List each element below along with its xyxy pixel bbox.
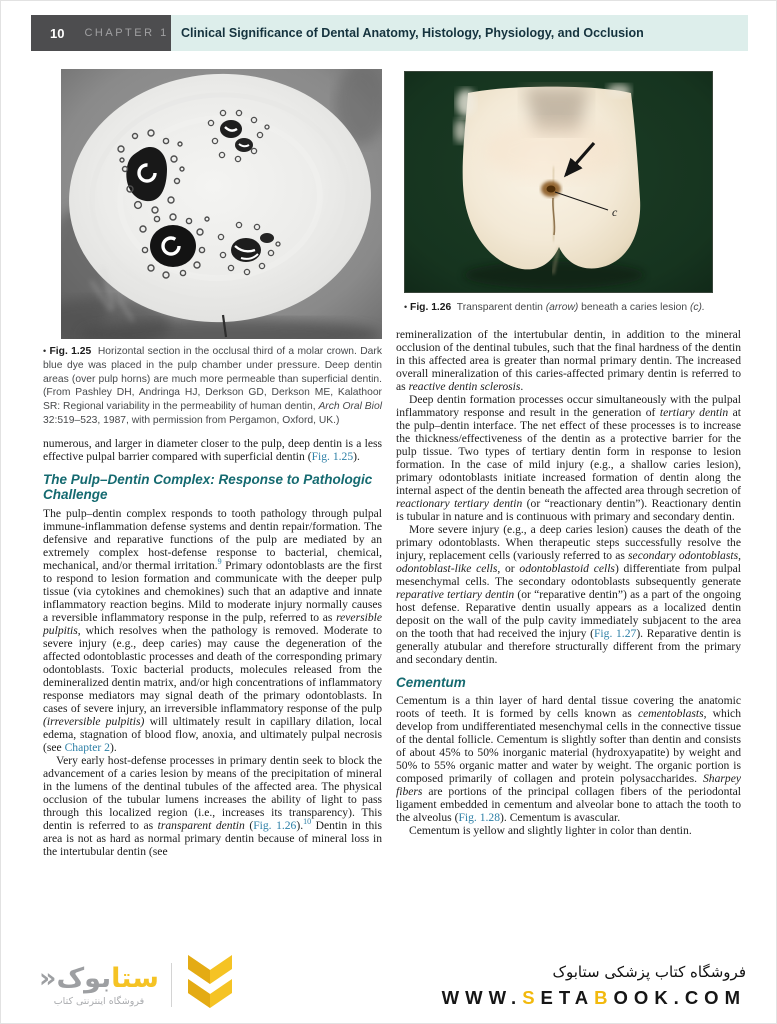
wordmark-guillemet: « <box>39 962 57 994</box>
chapter-header-dark-segment <box>31 15 171 51</box>
paragraph: remineralization of the intertubular dentin, in addition to the mineral occlusion of the dentinal tubules, such that the final hardness of the dentin in this affected area is greater than normal primary dentin. The increased overall mineralization of this caries-affected primary dentin is referred to as reactive dentin sclerosis. <box>396 327 741 393</box>
page-number: 10 <box>50 25 65 41</box>
fig-1-26-caption <box>404 301 741 315</box>
logo-subtitle: فروشگاه اینترنتی کتاب <box>53 995 145 1007</box>
fig-1-26-caption-text: Transparent dentin (arrow) beneath a caries lesion (c). <box>456 302 705 313</box>
section-heading-cementum: Cementum <box>396 674 466 690</box>
caption-bullet: • <box>43 346 47 356</box>
fig-1-26-image <box>404 71 713 293</box>
chevron-emblem-icon <box>184 953 236 1018</box>
chapter-header-bar <box>31 15 748 51</box>
wordmark-yellow-part: ستا <box>111 962 159 994</box>
logo-divider <box>171 963 172 1007</box>
caption-bullet: • <box>404 302 408 312</box>
fig-1-25-caption <box>43 345 382 428</box>
watermark-footer <box>31 951 748 1019</box>
caries-label-c: c <box>612 205 618 219</box>
cross-reference-link[interactable]: Fig. 1.28 <box>458 811 501 825</box>
store-watermark-text <box>442 961 746 1009</box>
fig-1-25-caption-text: Horizontal section in the occlusal third of a molar crown. Dark blue dye was placed in the pulp chamber under pressure. Deep dentin areas (over pulp horns) are much more permeable than superficial dentin. (From Pashley DH, Andringa HJ, Derkson GD, Derkson ME, Kalathoor SR: Regional variability in the permeability of human dentin, Arch Oral Biol 32:519–523, 1987, with permission from Pergamon, Oxford, UK.) <box>43 346 382 426</box>
section-heading-pulp-dentin-complex: The Pulp–Dentin Complex: Response to Pathologic Challenge <box>43 471 373 503</box>
paragraph: Deep dentin formation processes occur simultaneously with the pulpal inflammatory response and result in the generation of tertiary dentin at the pulp–dentin interface. The net effect of these processes is to increase the thickness/effectiveness of the dentin as a protective barrier for the pulp tissue. Two types of tertiary dentin form in response to lesion formation. In the case of mild injury (e.g., a shallow caries lesion), primary odontoblasts initiate increased formation of dentin along the internal aspect of the dentin beneath the affected area through secretion of reactionary tertiary dentin (or “reactionary dentin”). Reactionary dentin is tubular in nature and is continuous with primary and secondary dentin. <box>396 392 742 523</box>
paragraph: Very early host-defense processes in primary dentin seek to block the advancement of a caries lesion by means of the precipitation of mineral in the lumens of the dentinal tubules of the affected area. The physical occlusion of the tubular lumens increases the ability of light to pass through this localized region (i.e., increases its transparency). This dentin is referred to as transparent dentin (Fig. 1.26).$^{10}$ Dentin in this area is not as hard as normal primary dentin because of mineral loss in the intertubular dentin (see <box>43 753 382 858</box>
fig-1-25-image <box>61 69 382 339</box>
store-name-line: فروشگاه کتاب پزشکی ستابوک <box>552 963 746 981</box>
paragraph: Cementum is yellow and slightly lighter in color than dentin. <box>409 824 692 838</box>
wordmark-gray-part: بوک <box>56 962 112 994</box>
cross-reference-link[interactable]: Chapter 2 <box>64 740 110 754</box>
cross-reference-link[interactable]: Fig. 1.27 <box>593 626 637 640</box>
store-url[interactable]: WWW.SETABOOK.COM <box>441 987 746 1008</box>
chapter-header-title-segment <box>171 15 748 51</box>
chapter-label: CHAPTER 1 <box>84 27 169 39</box>
paragraph: The pulp–dentin complex responds to tooth pathology through pulpal immune-inflammation defense systems and dentin repair/formation. The defensive and reparative functions of the pulp are mediated by an extremely complex host-defense response to bacterial, chemical, mechanical, and/or thermal irritation.$^9$ Primary odontoblasts are the first to respond to lesion formation and communicate with the deeper pulp tissue (via cytokines and chemokines) such that an adaptive and innate inflammatory reaction begins. Mild to moderate injury normally causes a reversible inflammatory response in the pulp, referred to as reversible pulpitis, which resolves when the pathology is removed. Moderate to severe injury (e.g., deep caries) may cause the degeneration of the affected odontoblastic processes and death of the corresponding primary odontoblasts. Toxic bacterial products, molecules released from the demineralized dentin matrix, and/or high concentrations of inflammatory response mediators may signal death of the primary odontoblasts. In cases of severe injury, an irreversible inflammatory response of the pulp (irreversible pulpitis) will ultimately result in capillary dilation, local edema, stagnation of blood flow, anoxia, and ultimately pulpal necrosis (see Chapter 2). <box>43 506 382 754</box>
left-column <box>43 69 382 858</box>
paragraph: Cementum is a thin layer of hard dental tissue covering the anatomic roots of teeth. It is formed by cells known as cementoblasts, which develop from undifferentiated mesenchymal cells in the connective tissue of the dental follicle. Cementum is slightly softer than dentin and consists of about 45% to 50% inorganic material (hydroxyapatite) by weight and 50% to 55% organic matter and water by weight. The organic portion is composed primarily of collagen and protein polysaccharides. Sharpey fibers are portions of the principal collagen fibers of the periodontal ligament embedded in cementum and alveolar bone to attach the tooth to the alveolus (Fig. 1.28). Cementum is avascular. <box>396 694 741 825</box>
cross-reference-link[interactable]: Fig. 1.26 <box>253 818 297 832</box>
fig-1-25-label: Fig. 1.25 <box>49 346 92 357</box>
paragraph: numerous, and larger in diameter closer to the pulp, deep dentin is a less effective pulpal barrier compared with superficial dentin (Fig. 1.25). <box>43 436 382 463</box>
right-column <box>396 71 741 837</box>
paragraph: More severe injury (e.g., a deep caries lesion) causes the death of the primary odontoblasts. When therapeutic steps successfully resolve the injury, replacement cells (variously referred to as secondary odontoblasts, odontoblast-like cells, or odontoblastoid cells) differentiate from pulpal mesenchymal cells. The secondary odontoblasts subsequently generate reparative tertiary dentin (or “reparative dentin”) as a part of the ongoing host defense. Reparative dentin usually appears as a localized dentin deposit on the wall of the pulp cavity immediately subjacent to the area on the tooth that had received the injury (Fig. 1.27). Reparative dentin is generally atubular and therefore structurally different from the primary and secondary dentin. <box>396 522 742 666</box>
cross-reference-link[interactable]: Fig. 1.25 <box>311 449 354 463</box>
setabook-logo[interactable] <box>39 953 236 1018</box>
chapter-title: Clinical Significance of Dental Anatomy, Histology, Physiology, and Occlusion <box>181 26 644 40</box>
fig-1-26-label: Fig. 1.26 <box>410 302 452 313</box>
setabook-wordmark <box>39 964 159 1007</box>
